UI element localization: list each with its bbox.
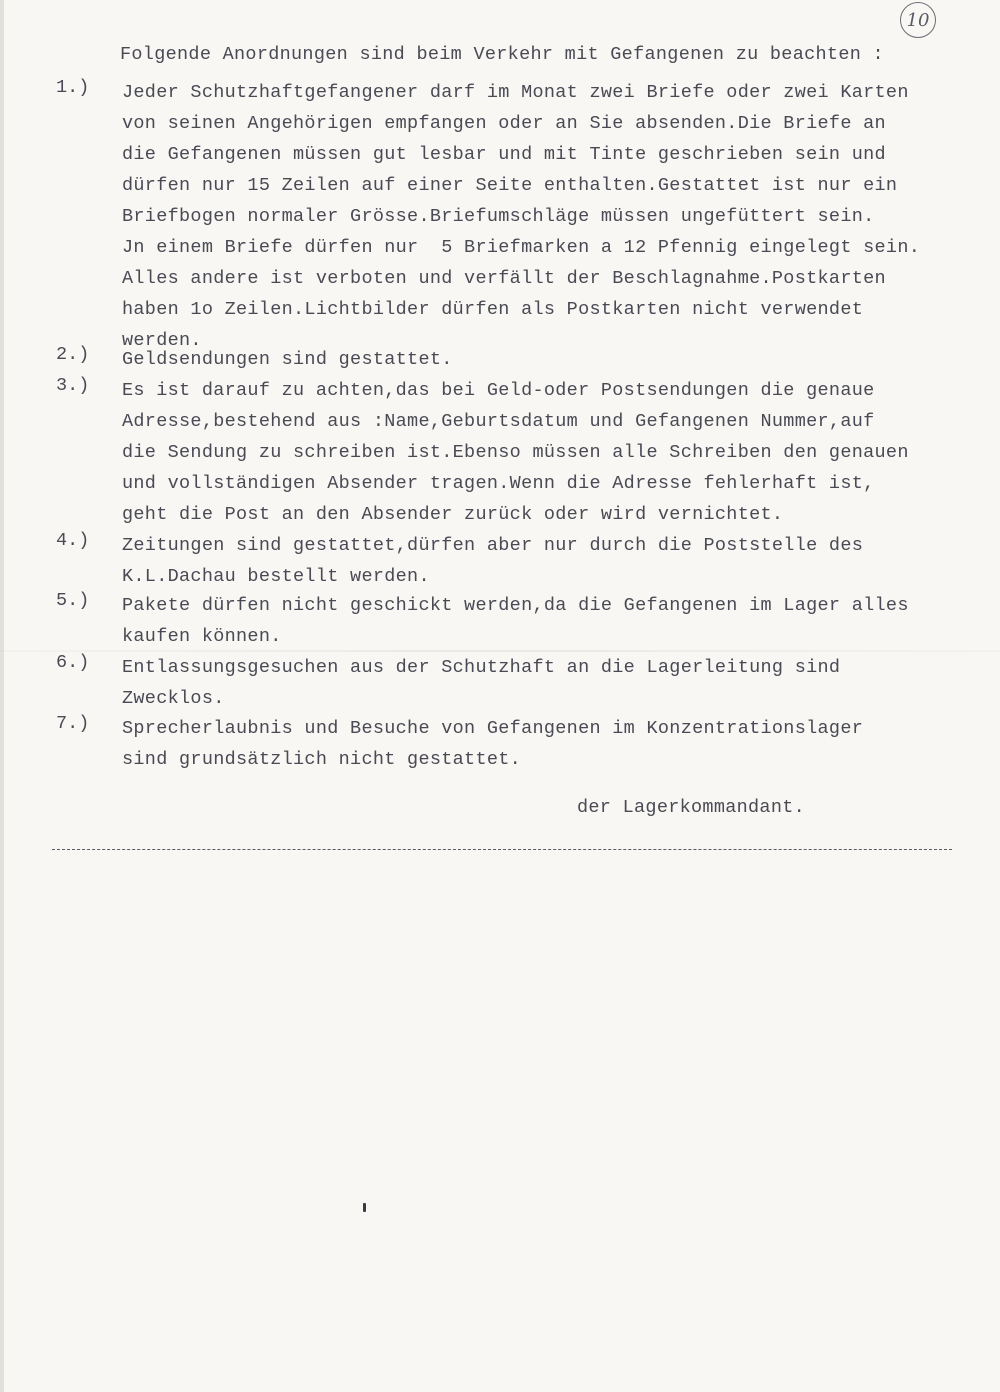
rule-text-line: dürfen nur 15 Zeilen auf einer Seite enthalten.Gestattet ist nur ein [122,175,898,196]
rule-text-line: Geldsendungen sind gestattet. [122,349,453,370]
rule-text-line: Jn einem Briefe dürfen nur 5 Briefmarken a 12 Pfennig eingelegt sein. [122,237,921,258]
rule-text-line: Sprecherlaubnis und Besuche von Gefangenen im Konzentrationslager [122,718,864,739]
rule-text [122,713,992,775]
rule-text-line: Es ist darauf zu achten,das bei Geld-oder Postsendungen die genaue [122,380,875,401]
rule-text-line: werden. [122,330,202,351]
rule-number: 1.) [56,77,90,98]
rule-text [122,344,992,375]
handwritten-page-number [900,2,936,38]
rule-text-line: und vollständigen Absender tragen.Wenn die Adresse fehlerhaft ist, [122,473,875,494]
rule-text-line: Zwecklos. [122,688,225,709]
rule-text-line: die Gefangenen müssen gut lesbar und mit Tinte geschrieben sein und [122,144,886,165]
intro-heading: Folgende Anordnungen sind beim Verkehr mit Gefangenen zu beachten : [120,44,884,65]
rule-text [122,375,992,530]
rule-text-line: Alles andere ist verboten und verfällt der Beschlagnahme.Postkarten [122,268,886,289]
rule-text-line: Entlassungsgesuchen aus der Schutzhaft an die Lagerleitung sind [122,657,841,678]
rule-text-line: Zeitungen sind gestattet,dürfen aber nur durch die Poststelle des [122,535,864,556]
rule-number: 7.) [56,713,90,734]
rule-text-line: von seinen Angehörigen empfangen oder an Sie absenden.Die Briefe an [122,113,886,134]
rule-text-line: Briefbogen normaler Grösse.Briefumschläge müssen ungefüttert sein. [122,206,875,227]
rule-number: 4.) [56,530,90,551]
rule-text [122,530,992,592]
rule-text-line: haben 1o Zeilen.Lichtbilder dürfen als Postkarten nicht verwendet [122,299,864,320]
dashed-divider [52,849,952,850]
page-number-text: 10 [906,9,930,31]
rule-text-line: Pakete dürfen nicht geschickt werden,da die Gefangenen im Lager alles [122,595,909,616]
rule-text-line: Jeder Schutzhaftgefangener darf im Monat zwei Briefe oder zwei Karten [122,82,909,103]
rule-number: 2.) [56,344,90,365]
rule-text-line: geht die Post an den Absender zurück oder wird vernichtet. [122,504,784,525]
rule-text-line: Adresse,bestehend aus :Name,Geburtsdatum und Gefangenen Nummer,auf [122,411,875,432]
rule-text [122,77,992,356]
signature: der Lagerkommandant. [577,797,806,818]
rule-text-line: die Sendung zu schreiben ist.Ebenso müssen alle Schreiben den genauen [122,442,909,463]
rule-text-line: sind grundsätzlich nicht gestattet. [122,749,522,770]
rule-number: 6.) [56,652,90,673]
rule-text [122,652,992,714]
rule-text-line: K.L.Dachau bestellt werden. [122,566,430,587]
rule-text-line: kaufen können. [122,626,282,647]
paper-edge [0,0,4,1392]
rule-text [122,590,992,652]
ink-mark [363,1203,366,1212]
rule-number: 3.) [56,375,90,396]
rule-number: 5.) [56,590,90,611]
